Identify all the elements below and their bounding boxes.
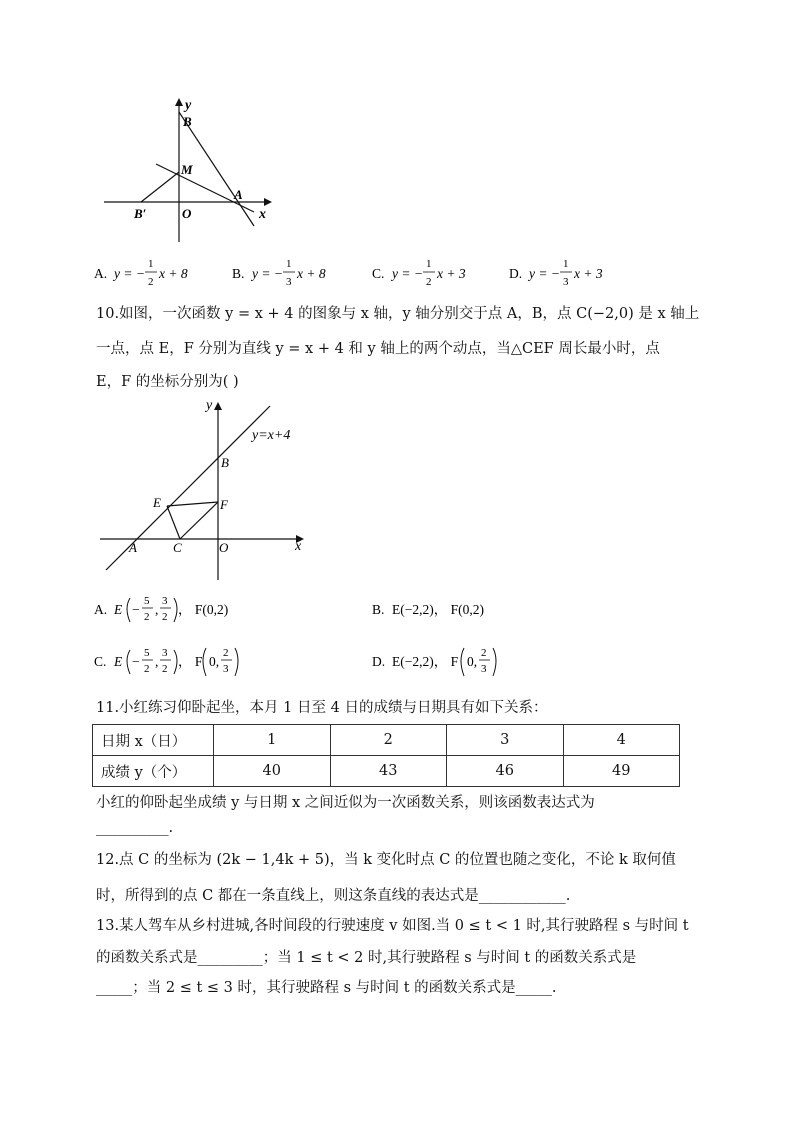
svg-text:0,: 0, [209,654,220,669]
q10-label-b: B [221,455,229,470]
svg-text:E: E [114,654,123,669]
svg-text:,: , [155,654,159,669]
svg-text:1: 1 [563,258,569,270]
svg-text:B.: B. [372,602,385,617]
table-cell: 40 [214,756,331,787]
svg-text:3: 3 [223,663,229,675]
q10-line-3: E，F 的坐标分别为( ) [96,374,239,390]
svg-text:2: 2 [426,276,432,288]
q10-label-f: F [220,497,228,512]
q10-segment-cf [180,502,218,539]
svg-text:5: 5 [144,595,150,607]
svg-text:E(−2,2)， F: E(−2,2)， F [392,654,459,669]
svg-text:D.: D. [509,266,523,281]
svg-text:2: 2 [223,647,229,659]
q9-label-a: A [234,187,243,202]
q10-label-eq: y=x+4 [252,428,291,443]
table-row [93,725,680,756]
svg-text:2: 2 [144,611,150,623]
table-cell: 46 [447,756,564,787]
svg-text:y = −: y = − [252,266,283,281]
svg-text:−: − [132,602,140,617]
q10-line-2: 一点，点 E，F 分别为直线 y = x + 4 和 y 轴上的两个动点，当△CEF 周长最小时，点 [96,341,660,357]
q9-y-arrow [175,98,183,106]
svg-text:1: 1 [286,258,292,270]
q9-x-arrow [264,198,272,206]
q10-label-a: A [129,540,137,555]
table-cell: 2 [330,725,447,756]
svg-text:3: 3 [481,663,487,675]
table-row [93,756,680,787]
svg-text:,: , [155,602,159,617]
q9-option-b [232,258,326,288]
q10-option-b [372,602,484,618]
q13-line-2: 的函数关系式是_________；当 1 ≤ t < 2 时,其行驶路程 s 与时间 t 的函数关系式是 [96,950,637,966]
svg-text:y = −: y = − [114,266,145,281]
svg-text:x + 3: x + 3 [574,266,603,281]
svg-text:A.: A. [94,266,108,281]
svg-text:2: 2 [162,611,168,623]
q9-graph [96,92,286,246]
table-cell: 3 [447,725,564,756]
svg-text:1: 1 [148,258,154,270]
q10-label-y: y [206,398,213,413]
svg-text:3: 3 [162,595,168,607]
q10-segment-ef [167,502,218,506]
svg-text:y = −: y = − [529,266,560,281]
q12-line-1: 12.点 C 的坐标为 (2k − 1,4k + 5)，当 k 变化时点 C 的位置也随之变化，不论 k 取何值 [96,852,676,868]
q10-label-c: C [173,540,182,555]
svg-text:3: 3 [286,276,292,288]
svg-text:2: 2 [148,276,154,288]
q10-graph [96,394,316,586]
svg-text:E(−2,2)， F(0,2): E(−2,2)， F(0,2) [392,602,484,617]
q11-intro: 11.小红练习仰卧起坐，本月 1 日至 4 日的成绩与日期具有如下关系： [96,700,548,716]
svg-text:−: − [132,654,140,669]
q11-ask: 小红的仰卧起坐成绩 y 与日期 x 之间近似为一次函数关系，则该函数表达式为 [96,795,595,811]
table-cell: 4 [563,725,680,756]
q9-label-b: B [183,114,192,129]
svg-text:3: 3 [563,276,569,288]
q13-line-3: _____；当 2 ≤ t ≤ 3 时，其行驶路程 s 与时间 t 的函数关系式是_____. [96,980,557,996]
svg-text:2: 2 [144,663,150,675]
svg-text:A.: A. [94,602,108,617]
q12-line-2: 时，所得到的点 C 都在一条直线上，则这条直线的表达式是____________. [96,888,571,904]
q10-line-1: 10.如图，一次函数 y = x + 4 的图象与 x 轴，y 轴分别交于点 A，B，点 C(−2,0) 是 x 轴上 [96,306,700,322]
svg-text:0,: 0, [467,654,478,669]
q11-table [92,724,680,787]
svg-text:， F(0,2): ， F(0,2) [178,602,229,617]
q10-label-e: E [153,495,161,510]
svg-text:2: 2 [481,647,487,659]
svg-text:x + 3: x + 3 [437,266,466,281]
q10-option-a [94,595,228,623]
q11-blank: __________. [96,820,174,836]
svg-text:C.: C. [94,654,107,669]
q10-label-o: O [219,540,229,555]
q10-option-c [94,647,238,676]
svg-text:C.: C. [372,266,385,281]
table-cell: 49 [563,756,680,787]
q9-options [92,254,612,294]
q9-label-o: O [182,206,192,221]
table-header-score: 成绩 y（个） [93,756,214,787]
q9-line-bprime-m [141,172,179,202]
svg-text:3: 3 [162,647,168,659]
q10-label-x: x [295,539,302,554]
q9-label-m: M [181,162,193,177]
svg-text:B.: B. [232,266,245,281]
q13-line-1: 13.某人驾车从乡村进城,各时间段的行驶速度 v 如图.当 0 ≤ t < 1 时,其行驶路程 s 与时间 t [96,918,689,934]
q10-segment-ec [167,506,180,539]
q9-option-c [372,258,466,288]
svg-text:x + 8: x + 8 [159,266,188,281]
q9-option-a [94,258,188,288]
svg-text:y = −: y = − [392,266,423,281]
svg-text:， F: ， F [178,654,203,669]
svg-text:E: E [114,602,123,617]
table-header-day: 日期 x（日） [93,725,214,756]
table-cell: 1 [214,725,331,756]
svg-text:5: 5 [144,647,150,659]
q10-y-arrow [214,402,222,410]
table-cell: 43 [330,756,447,787]
q9-option-d [509,258,603,288]
q9-label-y: y [185,98,192,113]
svg-text:D.: D. [372,654,386,669]
svg-text:2: 2 [162,663,168,675]
q10-options [92,588,552,684]
svg-text:1: 1 [426,258,432,270]
q9-label-x: x [259,207,266,222]
q10-option-d [372,647,496,676]
q9-label-bprime: B′ [134,206,147,221]
svg-text:x + 8: x + 8 [297,266,326,281]
